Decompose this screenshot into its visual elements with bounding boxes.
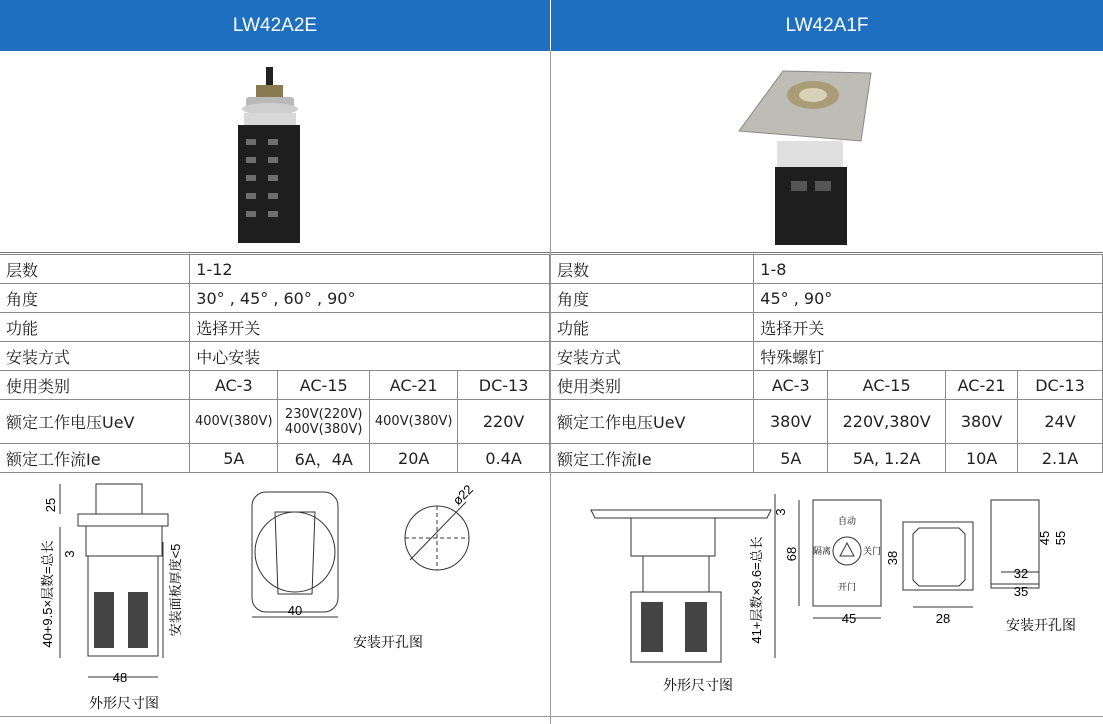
table-row	[551, 313, 1103, 342]
dim-hole-dia: ø22	[449, 481, 477, 509]
angle-label: 角度	[0, 284, 190, 313]
right-model-title: LW42A1F	[785, 14, 869, 36]
plate-auto: 自动	[837, 516, 857, 526]
install-value: 中心安装	[190, 342, 550, 371]
dim-45: 45	[841, 611, 857, 626]
caption-hole: 安装开孔图	[1006, 617, 1076, 633]
dim-32: 32	[1013, 566, 1029, 581]
category-cell: DC-13	[1018, 371, 1103, 400]
function-value: 选择开关	[754, 313, 1103, 342]
category-label: 使用类别	[551, 371, 754, 400]
install-label: 安装方式	[551, 342, 754, 371]
left-model-header	[0, 0, 550, 51]
function-value: 选择开关	[190, 313, 550, 342]
voltage-cell: 230V(220V) 400V(380V)	[278, 400, 370, 444]
table-row	[551, 255, 1103, 284]
layers-value: 1-12	[190, 255, 550, 284]
current-cell: 10A	[946, 444, 1018, 473]
layers-label: 层数	[0, 255, 190, 284]
function-label: 功能	[0, 313, 190, 342]
voltage-cell: 380V	[946, 400, 1018, 444]
category-cell: AC-21	[370, 371, 458, 400]
dim-28: 28	[935, 611, 951, 626]
category-cell: AC-15	[278, 371, 370, 400]
caption-outline: 外形尺寸图	[89, 695, 159, 711]
install-value: 特殊螺钉	[754, 342, 1103, 371]
current-label: 额定工作流Ie	[551, 444, 754, 473]
voltage-label: 额定工作电压UeV	[551, 400, 754, 444]
table-row	[551, 444, 1103, 473]
function-label: 功能	[551, 313, 754, 342]
dim-top: 25	[43, 497, 58, 513]
current-cell: 5A	[754, 444, 828, 473]
category-cell: AC-3	[190, 371, 278, 400]
current-cell: 5A	[190, 444, 278, 473]
category-label: 使用类别	[0, 371, 190, 400]
right-product-photo	[551, 51, 1103, 253]
table-row	[0, 313, 550, 342]
rotary-switch-photo	[0, 51, 550, 253]
plate-isolate: 隔离	[812, 546, 832, 556]
left-dimension-drawing	[0, 472, 550, 724]
left-model-title: LW42A2E	[232, 14, 318, 36]
voltage-cell: 380V	[754, 400, 828, 444]
voltage-cell: 220V	[458, 400, 550, 444]
current-cell: 5A, 1.2A	[828, 444, 946, 473]
dim-three: 3	[62, 550, 77, 558]
category-cell: DC-13	[458, 371, 550, 400]
dim-width: 48	[112, 670, 128, 685]
table-row	[551, 400, 1103, 444]
right-model-header	[551, 0, 1103, 51]
dim-height: 68	[784, 546, 799, 562]
dim-front-width: 40	[287, 603, 303, 618]
dim-panel: 安装面板厚度<5	[168, 543, 183, 637]
dim-55: 55	[1053, 530, 1068, 546]
left-spec-table	[0, 254, 550, 473]
layers-value: 1-8	[754, 255, 1103, 284]
voltage-cell: 400V(380V)	[370, 400, 458, 444]
category-cell: AC-21	[946, 371, 1018, 400]
dim-length-formula: 40+9.5×层数=总长	[40, 540, 55, 648]
table-row	[0, 400, 550, 444]
table-row	[0, 371, 550, 400]
voltage-cell: 400V(380V)	[190, 400, 278, 444]
table-row	[551, 342, 1103, 371]
install-label: 安装方式	[0, 342, 190, 371]
current-cell: 20A	[370, 444, 458, 473]
current-cell: 0.4A	[458, 444, 550, 473]
dim-h45: 45	[1037, 530, 1052, 546]
plate-open: 开门	[837, 582, 857, 592]
door-switch-photo	[551, 51, 1103, 253]
current-cell: 6A，4A	[278, 444, 370, 473]
angle-value: 45° , 90°	[754, 284, 1103, 313]
table-row	[551, 371, 1103, 400]
voltage-cell: 24V	[1018, 400, 1103, 444]
caption-hole: 安装开孔图	[353, 634, 423, 650]
table-row	[0, 444, 550, 473]
plate-close: 关门	[862, 546, 882, 556]
voltage-cell: 220V,380V	[828, 400, 946, 444]
dim-35: 35	[1013, 584, 1029, 599]
layers-label: 层数	[551, 255, 754, 284]
table-row	[0, 255, 550, 284]
dim-three: 3	[773, 508, 788, 516]
left-product-photo	[0, 51, 550, 253]
current-cell: 2.1A	[1018, 444, 1103, 473]
caption-outline: 外形尺寸图	[663, 677, 733, 693]
table-row	[0, 342, 550, 371]
dim-38: 38	[885, 550, 900, 566]
right-spec-table	[551, 254, 1103, 473]
table-row	[0, 284, 550, 313]
right-dimension-drawing	[551, 472, 1103, 724]
voltage-label: 额定工作电压UeV	[0, 400, 190, 444]
angle-value: 30° , 45° , 60° , 90°	[190, 284, 550, 313]
current-label: 额定工作流Ie	[0, 444, 190, 473]
category-cell: AC-15	[828, 371, 946, 400]
dim-length-formula: 41+层数×9.6=总长	[749, 536, 764, 644]
category-cell: AC-3	[754, 371, 828, 400]
angle-label: 角度	[551, 284, 754, 313]
table-row	[551, 284, 1103, 313]
